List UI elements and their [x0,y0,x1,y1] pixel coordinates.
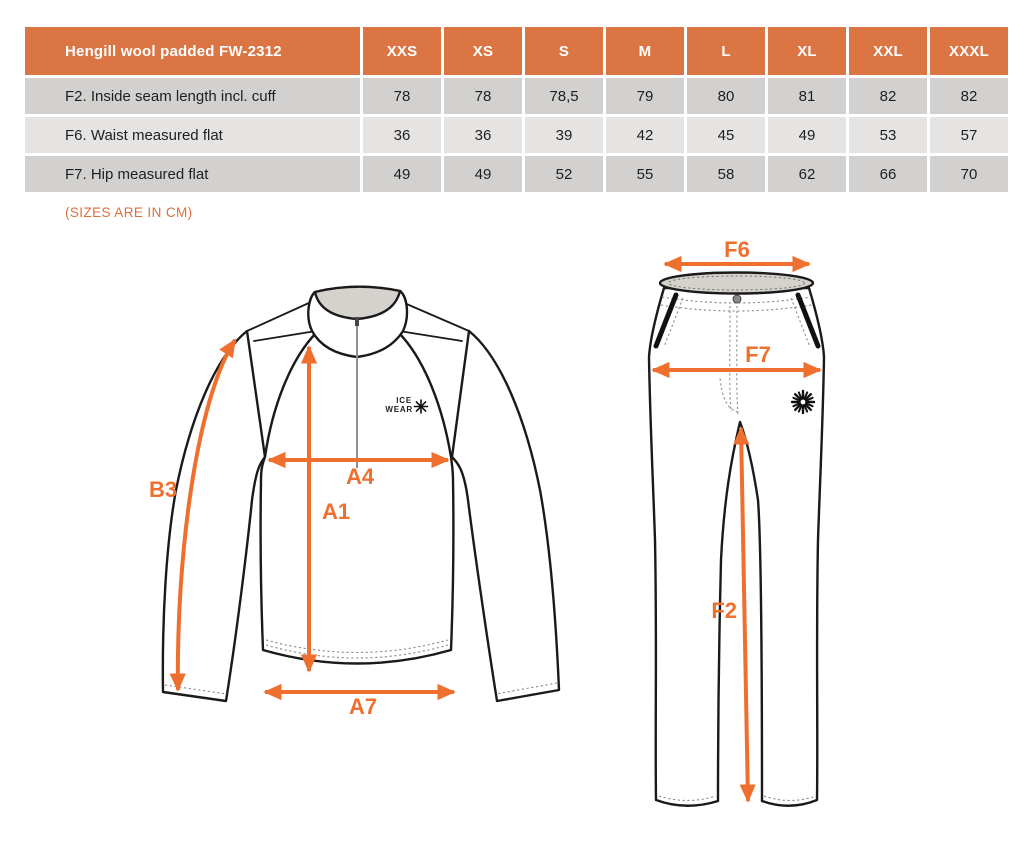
table-value: 78 [444,78,522,114]
sweater-left-shoulder-panel [254,331,316,341]
logo-snowflake-icon [415,400,428,413]
table-value: 39 [525,117,603,153]
table-header-xxl: XXL [849,27,927,75]
sweater-left-shoulder-seam [247,302,311,331]
sweater-diagram [149,287,559,719]
measure-label-b3: B3 [148,477,178,502]
row-label-waist: F6. Waist measured flat [25,117,360,153]
table-value: 55 [606,156,684,192]
measure-label-a1: A1 [322,499,351,524]
measure-label-f6: F6 [724,237,750,262]
table-value: 49 [444,156,522,192]
table-value: 53 [849,117,927,153]
pants-diagram [649,237,824,806]
table-header-xxs: XXS [363,27,441,75]
table-value: 78 [363,78,441,114]
measure-label-f2: F2 [711,598,737,623]
table-header-xxxl: XXXL [930,27,1008,75]
logo-text-line1: ICE [396,396,412,405]
measure-label-a4: A4 [345,464,375,489]
waist-button [733,295,741,303]
zipper-pull [355,317,359,326]
table-header-product: Hengill wool padded FW-2312 [25,27,360,75]
table-value: 36 [363,117,441,153]
table-header-xl: XL [768,27,846,75]
sweater-right-shoulder-panel [399,331,462,341]
logo-text-line2: WEAR [385,405,413,414]
table-value: 49 [363,156,441,192]
table-value: 70 [930,156,1008,192]
table-value: 45 [687,117,765,153]
measure-arrow-f2 [741,428,748,801]
table-header-s: S [525,27,603,75]
table-value: 81 [768,78,846,114]
table-value: 79 [606,78,684,114]
measure-label-a7: A7 [348,694,378,719]
table-value: 82 [849,78,927,114]
row-label-inseam: F2. Inside seam length incl. cuff [25,78,360,114]
row-label-hip: F7. Hip measured flat [25,156,360,192]
table-value: 82 [930,78,1008,114]
table-value: 78,5 [525,78,603,114]
table-value: 62 [768,156,846,192]
table-value: 49 [768,117,846,153]
table-value: 66 [849,156,927,192]
table-value: 80 [687,78,765,114]
sweater-right-sleeve [452,331,559,701]
table-header-l: L [687,27,765,75]
sweater-right-shoulder-seam [402,302,469,331]
table-value: 58 [687,156,765,192]
table-value: 42 [606,117,684,153]
table-value: 36 [444,117,522,153]
table-header-xs: XS [444,27,522,75]
table-header-m: M [606,27,684,75]
measure-label-f7: F7 [745,342,771,367]
table-value: 52 [525,156,603,192]
table-value: 57 [930,117,1008,153]
units-note: (SIZES ARE IN CM) [65,205,193,220]
pants-snowflake-icon [792,391,814,413]
